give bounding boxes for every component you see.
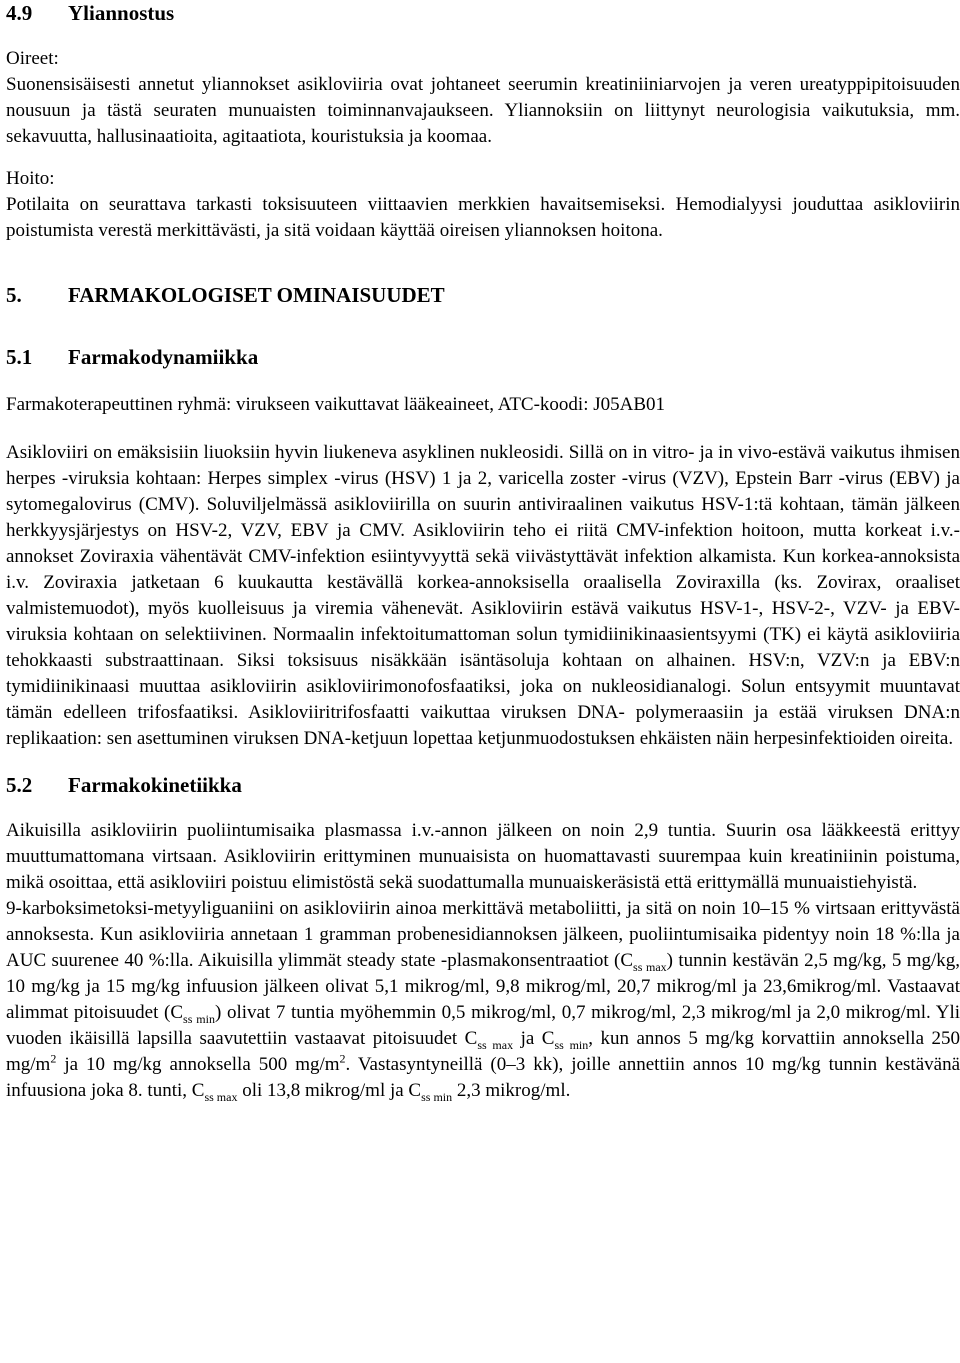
symptoms-paragraph: Suonensisäisesti annetut yliannokset asikloviiria ovat johtaneet seerumin kreatiniiniarvojen ja veren ureatyppipitoisuuden nousuun ja tästä seuraten munuaisten toiminnanvajaukseen. Yliannoksiin on liittynyt neurologisia vaikutuksia, mm. sekavuutta, hallusinaatioita, agitaatiota, kouristuksia ja koomaa.: [6, 74, 960, 147]
text-run: 2,3 mikrog/ml.: [452, 1080, 571, 1101]
treatment-paragraph: Potilaita on seurattava tarkasti toksisuuteen viittaavien merkkien havaitsemiseksi. Hemodialyysi jouduttaa asikloviirin poistumista verestä merkittävästi, ja sitä voidaan käyttää oireisen yliannoksen hoitona.: [6, 194, 960, 241]
text-run: , kun annos 5 mg/kg korvattiin annoksella 250 mg/m: [6, 1028, 960, 1075]
pharmacodynamics-paragraph: Asikloviiri on emäksisiin liuoksiin hyvin liukeneva asyklinen nukleosidi. Sillä on in vitro- ja in vivo-estävä vaikutus ihmisen herpes -viruksia kohtaan: Herpes simplex -virus (HSV) 1 ja 2, varicella zoster -virus (VZV), Epstein Barr -virus (EBV) ja sytomegalovirus (CMV). Soluviljelmässä asikloviirilla on suurin antiviraalinen vaikutus HSV-1:tä kohtaan, tämän jälkeen herkkyysjärjestys on HSV-2, VZV, EBV ja CMV. Asikloviirin teho ei riitä CMV-infektion hoitoon, mutta korkeat i.v.-annokset Zoviraxia vähentävät CMV-infektion esiintyvyyttä sekä viivästyttävät infektion alkamista. Kun korkea-annoksista i.v. Zoviraxia jatketaan 6 kuukautta kestävällä korkea-annoksisella oraalisella Zoviraxilla (ks. Zovirax, oraaliset valmistemuodot), myös kuolleisuus ja viremia vähenevät. Asikloviirin estävä vaikutus HSV-1-, HSV-2-, VZV- ja EBV-viruksia kohtaan on selektiivinen. Normaalin infektoitumattoman solun tymidiinikinaasientsyymi (TK) ei käytä asikloviiria tehokkaasti substraattinaan. Siksi toksisuus nisäkkään isäntäsoluja kohtaan on alhainen. HSV:n, VZV:n ja EBV:n tymidiinikinaasi muuttaa asikloviirin asikloviirimonofosfaatiksi, joka on nukleosidianalogi. Solun entsyymit muuntavat tämän edelleen trifosfaatiksi. Asikloviiritrifosfaatti vaikuttaa viruksen DNA- polymeraasiin ja estää viruksen DNA:n replikaation: sen asettuminen viruksen DNA-ketjuun lopettaa ketjunmuodostuksen ehkäisten näin herpesinfektioiden oireita.: [6, 442, 960, 749]
section-title: Yliannostus: [68, 1, 175, 25]
text-run: ) olivat 7 tuntia myöhemmin 0,5 mikrog/ml, 0,7 mikrog/ml, 2,3 mikrog/ml ja 2,0 mikrog/ml. Yli vuoden ikäisillä lapsilla saavutettiin vastaavat pitoisuudet C: [6, 1002, 960, 1049]
subscript-ss-max: ss max: [633, 959, 667, 974]
text-run: ) tunnin kestävän 2,5 mg/kg, 5 mg/kg, 10 mg/kg ja 15 mg/kg infuusion jälkeen olivat 5,1 mikrog/ml, 9,8 mikrog/ml, 20,7 mikrog/ml ja 23,6mikrog/ml. Vastaavat alimmat pitoisuudet (C: [6, 950, 960, 1023]
treatment-label: Hoito:: [6, 168, 55, 189]
text-run: ja C: [513, 1028, 555, 1049]
subscript-ss-max: ss max: [204, 1089, 238, 1104]
atc-paragraph: Farmakoterapeuttinen ryhmä: virukseen vaikuttavat lääkeaineet, ATC-koodi: J05AB01: [6, 394, 666, 415]
text-run: 9-karboksimetoksi-metyyliguaniini on asikloviirin ainoa merkittävä metaboliitti, ja sitä on noin 10–15 % virtsaan erittyvästä annoksesta. Kun asikloviiria annetaan 1 gramman probenesidiannoksen jälkeen, puoliintumisaika pidentyy noin 18 %:lla ja AUC suurenee 40 %:lla. Aikuisilla ylimmät steady state -plasmakonsentraatiot (C: [6, 898, 960, 971]
section-heading-5-2: [6, 772, 960, 798]
superscript-2: 2: [50, 1051, 57, 1066]
section-heading-5-1: [6, 344, 960, 370]
section-heading-5: [6, 282, 960, 308]
section-number: 5.: [6, 283, 22, 307]
section-title: FARMAKOLOGISET OMINAISUUDET: [68, 283, 445, 307]
section-title: Farmakokinetiikka: [68, 773, 242, 797]
superscript-2: 2: [339, 1051, 346, 1066]
text-run: . Vastasyntyneillä (0–3 kk), joille annettiin annos 10 mg/kg tunnin kestävänä infuusiona joka 8. tunti, C: [6, 1054, 960, 1101]
pharmacokinetics-paragraph-2: [6, 896, 960, 1104]
subscript-ss-min: ss min: [554, 1037, 589, 1052]
text-run: ja 10 mg/kg annoksella 500 mg/m: [56, 1054, 340, 1075]
section-number: 4.9: [6, 1, 33, 25]
section-number: 5.2: [6, 773, 33, 797]
pharmacokinetics-paragraph-1: Aikuisilla asikloviirin puoliintumisaika plasmassa i.v.-annon jälkeen on noin 2,9 tuntia. Suurin osa lääkkeestä erittyy muuttumattomana virtsaan. Asikloviirin erittyminen munuaisista on huomattavasti suurempaa kuin kreatiniinin poistuma, mikä osoittaa, että asikloviiri poistuu elimistöstä sekä suodattumalla munuaiskeräsistä että erittymällä munuaistiehyistä.: [6, 820, 960, 893]
text-run: oli 13,8 mikrog/ml ja C: [237, 1080, 422, 1101]
subscript-ss-min: ss min: [421, 1089, 453, 1104]
section-heading-4-9: [6, 0, 960, 26]
section-title: Farmakodynamiikka: [68, 345, 259, 369]
subscript-ss-min: ss min: [183, 1011, 215, 1026]
symptoms-label: Oireet:: [6, 48, 59, 69]
subscript-ss-max: ss max: [477, 1037, 514, 1052]
section-number: 5.1: [6, 345, 33, 369]
